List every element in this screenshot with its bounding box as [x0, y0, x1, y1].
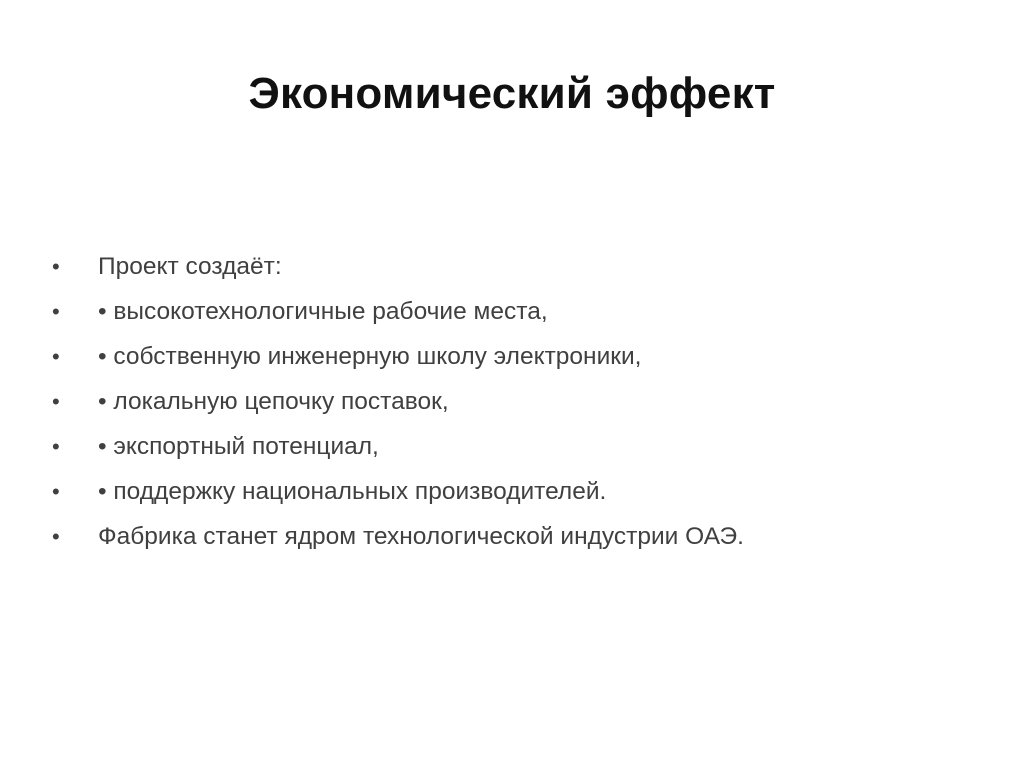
bullet-list [52, 244, 992, 559]
slide-title: Экономический эффект [248, 69, 776, 118]
bullet-icon: • [52, 344, 60, 369]
list-item [52, 379, 992, 424]
list-item [52, 244, 992, 289]
list-item-text: • локальную цепочку поставок, [98, 388, 449, 415]
list-item-text: • высокотехнологичные рабочие места, [98, 298, 548, 325]
list-item [52, 289, 992, 334]
list-item-text: • собственную инженерную школу электроники, [98, 343, 642, 370]
bullet-icon: • [52, 434, 60, 459]
bullet-icon: • [52, 299, 60, 324]
list-item-text: • поддержку национальных производителей. [98, 478, 607, 505]
list-item [52, 424, 992, 469]
bullet-icon: • [52, 389, 60, 414]
list-item-text: Проект создаёт: [98, 253, 282, 280]
list-item-text: Фабрика станет ядром технологической индустрии ОАЭ. [98, 523, 744, 550]
list-item [52, 514, 992, 559]
bullet-icon: • [52, 254, 60, 279]
list-item [52, 334, 992, 379]
list-item-text: • экспортный потенциал, [98, 433, 379, 460]
list-item [52, 469, 992, 514]
bullet-icon: • [52, 524, 60, 549]
bullet-icon: • [52, 479, 60, 504]
